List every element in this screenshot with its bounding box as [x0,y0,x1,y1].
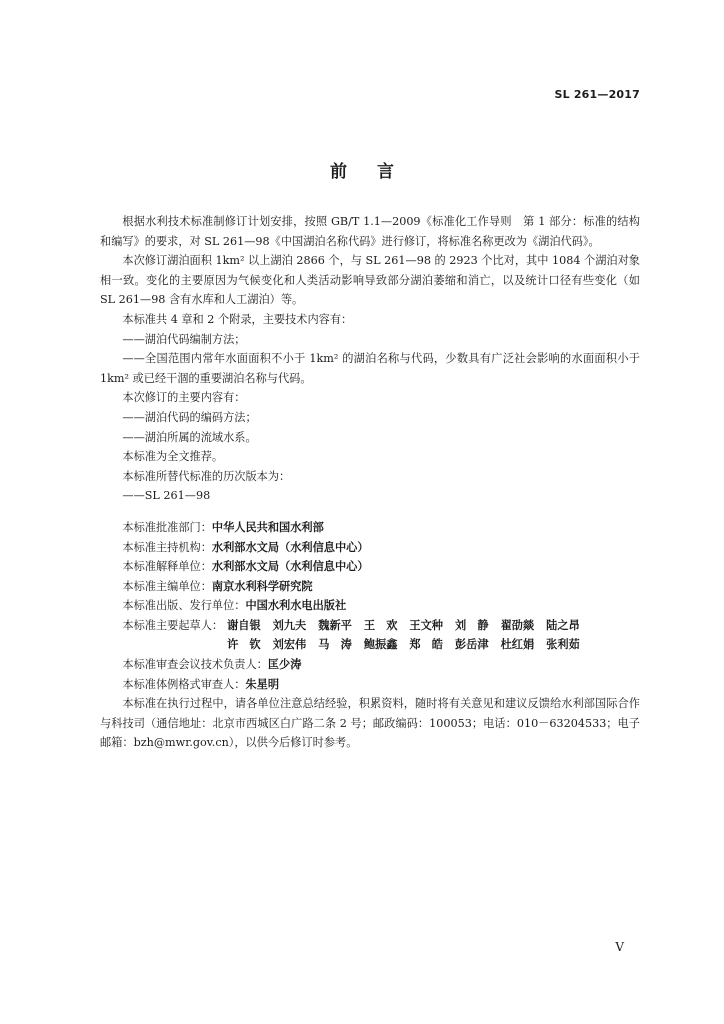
paragraph-recommend: 本标准为全文推荐。 [122,450,224,464]
list-item: ——湖泊代码的编码方法； [122,410,257,424]
paragraph-closing: 本标准在执行过程中，请各单位注意总结经验，积累资料，随时将有关意见和建议反馈给水利部国际合作与科技司（通信地址：北京市西城区白广路二条 2 号；邮政编码：100053；电话：010－63204533；电子邮箱：bzh@mwr.gov.cn），以供今后修订时参考。 [100,697,640,750]
paragraph-lake-count: 本次修订湖泊面积 1km² 以上湖泊 2866 个，与 SL 261—98 的 2923 个比对，其中 1084 个湖泊对象相一致。变化的主要原因为气候变化和人类活动影响导致部分湖泊萎缩和消亡，以及统计口径有些变化（如 SL 261—98 含有水库和人工湖泊）等。 [100,254,640,307]
page-number: V [615,940,624,954]
list-item: ——湖泊所属的流域水系。 [122,430,257,444]
paragraph-history: 本标准所替代标准的历次版本为： [122,469,291,483]
paragraph-intro: 根据水利技术标准制修订计划安排，按照 GB/T 1.1—2009《标准化工作导则 第 1 部分：标准的结构和编写》的要求，对 SL 261—98《中国湖泊名称代码》进行修订，将标准名称更改为《湖泊代码》。 [100,215,640,248]
list-item: ——全国范围内常年水面面积不小于 1km² 的湖泊名称与代码，少数具有广泛社会影响的水面面积小于 1km² 或已经干涸的重要湖泊名称与代码。 [100,352,640,385]
info-approval: 本标准批准部门：中华人民共和国水利部 [122,519,324,534]
info-host: 本标准主持机构：水利部水文局（水利信息中心） [122,539,369,554]
info-format: 本标准体例格式审查人：朱星明 [122,676,280,691]
info-editor: 本标准主编单位：南京水利科学研究院 [122,578,313,593]
info-interpret: 本标准解释单位：水利部水文局（水利信息中心） [122,559,369,574]
info-publisher: 本标准出版、发行单位：中国水利水电出版社 [122,598,347,613]
info-drafters: 本标准主要起草人： 谢自银 刘九夫 魏新平 王 欢 王文种 刘 静 翟劭燚 陆之昂 许 钦 刘宏伟 马 涛 鲍振鑫 郑 皓 彭岳津 杜红娟 张利茹 [100,616,640,655]
list-item: ——湖泊代码编制方法； [122,332,246,346]
foreword-body [100,212,640,753]
paragraph-structure: 本标准共 4 章和 2 个附录，主要技术内容有： [122,312,353,326]
list-item: ——SL 261—98 [122,489,211,503]
paragraph-revision: 本次修订的主要内容有： [122,391,246,405]
standard-info [100,518,640,694]
standard-number: SL 261—2017 [554,88,640,101]
drafters-row-2: 许 钦 刘宏伟 马 涛 鲍振鑫 郑 皓 彭岳津 杜红娟 张利茹 [227,637,580,652]
info-review: 本标准审查会议技术负责人：匡少涛 [122,657,302,672]
page-title: 前言 [330,162,424,182]
drafters-row-1: 谢自银 刘九夫 魏新平 王 欢 王文种 刘 静 翟劭燚 陆之昂 [227,617,580,632]
